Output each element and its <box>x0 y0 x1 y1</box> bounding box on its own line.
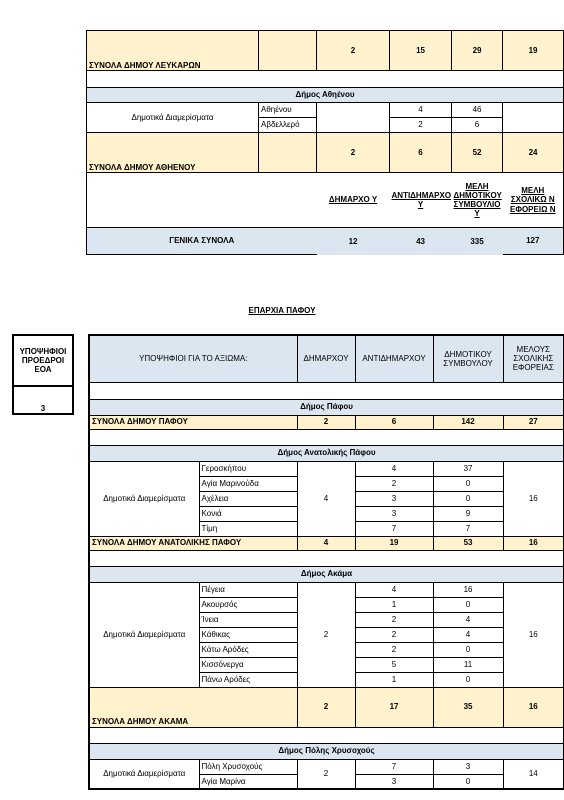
subarea-row <box>89 461 564 476</box>
value-cell: 0 <box>433 597 503 612</box>
subarea-name: Ίνεια <box>199 612 297 627</box>
value-cell: 17 <box>355 687 433 727</box>
row-label: ΣΥΝΟΛΑ ΔΗΜΟΥ ΑΝΑΤΟΛΙΚΗΣ ΠΑΦΟΥ <box>89 536 297 550</box>
value-cell: 127 <box>503 228 564 255</box>
value-cell: 2 <box>297 415 355 429</box>
value-cell: 11 <box>433 657 503 672</box>
group-label: Δημοτικά Διαμερίσματα <box>89 759 199 789</box>
subarea-name: Κάτω Αρόδες <box>199 642 297 657</box>
value-cell: 2 <box>297 759 355 789</box>
section-header: Δήμος Πάφου <box>89 399 564 415</box>
subarea-name: Αγία Μαρινούδα <box>199 476 297 491</box>
value-cell: 52 <box>452 133 503 173</box>
header-row <box>89 335 564 382</box>
subarea-name: Πάνω Αρόδες <box>199 672 297 687</box>
subarea-name: Κάθικας <box>199 627 297 642</box>
value-cell: 0 <box>433 642 503 657</box>
value-cell: 4 <box>390 103 452 118</box>
subarea-name: Πόλη Χρυσοχούς <box>199 759 297 774</box>
leykara-total-row <box>87 31 564 71</box>
value-cell: 14 <box>503 759 564 789</box>
athienou-total-row <box>87 133 564 173</box>
value-cell: 37 <box>433 461 503 476</box>
section-header: Δήμος Πόλης Χρυσοχούς <box>89 743 564 759</box>
value-cell: 29 <box>452 31 503 71</box>
value-cell: 7 <box>355 759 433 774</box>
row-label: ΣΥΝΟΛΑ ΔΗΜΟΥ ΠΑΦΟΥ <box>89 415 297 429</box>
value-cell: 4 <box>297 536 355 550</box>
row-label: ΓΕΝΙΚΑ ΣΥΝΟΛΑ <box>87 228 317 255</box>
value-cell: 43 <box>390 228 452 255</box>
col-label: ΔΗΜΑΡΧΟ Υ <box>317 173 390 228</box>
subarea-name: Κονιά <box>199 506 297 521</box>
subarea-name: Αβδελλερό <box>259 118 317 133</box>
col-label: ΑΝΤΙΔΗΜΑΡΧΟ Υ <box>390 173 452 228</box>
col-header: ΑΝΤΙΔΗΜΑΡΧΟΥ <box>355 335 433 382</box>
section-title: ΕΠΑΡΧΙΑ ΠΑΦΟΥ <box>248 306 316 315</box>
value-cell: 0 <box>433 774 503 789</box>
value-cell: 0 <box>433 476 503 491</box>
section-header: Δήμος Ανατολικής Πάφου <box>89 445 564 461</box>
subarea-name: Αθηένου <box>259 103 317 118</box>
value-cell: 9 <box>433 506 503 521</box>
value-cell: 335 <box>452 228 503 255</box>
value-cell: 4 <box>433 627 503 642</box>
akama-total-row <box>89 687 564 727</box>
value-cell: 2 <box>317 133 390 173</box>
value-cell: 27 <box>503 415 564 429</box>
value-cell: 3 <box>355 506 433 521</box>
value-cell: 12 <box>317 228 390 255</box>
value-cell: 16 <box>503 582 564 687</box>
col-label: ΜΕΛΗ ΔΗΜΟΤΙΚΟΥ ΣΥΜΒΟΥΛΙΟ Υ <box>452 173 503 228</box>
subarea-name: Αχέλεια <box>199 491 297 506</box>
value-cell: 35 <box>433 687 503 727</box>
value-cell: 24 <box>503 133 564 173</box>
row-label: ΣΥΝΟΛΑ ΔΗΜΟΥ ΛΕΥΚΑΡΩΝ <box>87 31 259 71</box>
value-cell: 3 <box>355 774 433 789</box>
paphos-total-row <box>89 415 564 429</box>
subarea-row <box>89 582 564 597</box>
subarea-row <box>89 759 564 774</box>
top-table <box>86 30 564 255</box>
value-cell: 6 <box>452 118 503 133</box>
side-box-value: 3 <box>13 386 73 414</box>
col-header: ΜΕΛΟΥΣ ΣΧΟΛΙΚΗΣ ΕΦΟΡΕΙΑΣ <box>503 335 564 382</box>
value-cell: 1 <box>355 597 433 612</box>
value-cell: 0 <box>433 491 503 506</box>
value-cell: 7 <box>433 521 503 536</box>
group-label: Δημοτικά Διαμερίσματα <box>89 461 199 536</box>
value-cell: 2 <box>390 118 452 133</box>
value-cell: 16 <box>503 536 564 550</box>
value-cell: 2 <box>355 627 433 642</box>
value-cell: 2 <box>355 476 433 491</box>
athienou-header-row <box>87 88 564 103</box>
value-cell: 53 <box>433 536 503 550</box>
value-cell: 4 <box>433 612 503 627</box>
value-cell: 0 <box>433 672 503 687</box>
value-cell: 3 <box>355 491 433 506</box>
value-cell: 2 <box>297 687 355 727</box>
value-cell: 1 <box>355 672 433 687</box>
side-box <box>12 334 74 415</box>
row-label: ΣΥΝΟΛΑ ΔΗΜΟΥ ΑΚΑΜΑ <box>89 687 297 727</box>
grand-total-row <box>87 228 564 255</box>
value-cell: 16 <box>503 687 564 727</box>
group-label: Δημοτικά Διαμερίσματα <box>87 103 259 133</box>
col-label: ΜΕΛΗ ΣΧΟΛΙΚΩ Ν ΕΦΟΡΕΙΩ Ν <box>503 173 564 228</box>
value-cell: 16 <box>433 582 503 597</box>
value-cell: 2 <box>355 642 433 657</box>
paphos-table <box>88 334 564 790</box>
value-cell: 16 <box>503 461 564 536</box>
row-label: ΣΥΝΟΛΑ ΔΗΜΟΥ ΑΘΗΕΝΟΥ <box>87 133 259 173</box>
east-total-row <box>89 536 564 550</box>
col-header: ΥΠΟΨΗΦΙΟΙ ΓΙΑ ΤΟ ΑΞΙΩΜΑ: <box>89 335 297 382</box>
col-header: ΔΗΜΑΡΧΟΥ <box>297 335 355 382</box>
group-label: Δημοτικά Διαμερίσματα <box>89 582 199 687</box>
subarea-name: Αγία Μαρίνα <box>199 774 297 789</box>
subarea-name: Κισσόνεργα <box>199 657 297 672</box>
subarea-name: Ακουρσός <box>199 597 297 612</box>
value-cell: 46 <box>452 103 503 118</box>
value-cell: 19 <box>355 536 433 550</box>
section-header: Δήμος Αθηένου <box>87 88 564 103</box>
section-header: Δήμος Ακάμα <box>89 566 564 582</box>
value-cell: 3 <box>433 759 503 774</box>
value-cell: 19 <box>503 31 564 71</box>
value-cell: 4 <box>355 582 433 597</box>
value-cell: 2 <box>355 612 433 627</box>
value-cell: 6 <box>355 415 433 429</box>
side-box-label: ΥΠΟΨΗΦΙΟΙ ΠΡΟΕΔΡΟΙ ΕΟΑ <box>13 335 73 386</box>
subarea-name: Πέγεια <box>199 582 297 597</box>
value-cell: 6 <box>390 133 452 173</box>
subarea-name: Γεροσκήπου <box>199 461 297 476</box>
value-cell: 2 <box>317 31 390 71</box>
value-cell: 4 <box>355 461 433 476</box>
subarea-name: Τίμη <box>199 521 297 536</box>
value-cell: 142 <box>433 415 503 429</box>
value-cell: 2 <box>297 582 355 687</box>
value-cell: 7 <box>355 521 433 536</box>
value-cell: 4 <box>297 461 355 536</box>
col-header: ΔΗΜΟΤΙΚΟΥ ΣΥΜΒΟΥΛΟΥ <box>433 335 503 382</box>
column-labels-row <box>87 173 564 228</box>
value-cell: 15 <box>390 31 452 71</box>
value-cell: 5 <box>355 657 433 672</box>
